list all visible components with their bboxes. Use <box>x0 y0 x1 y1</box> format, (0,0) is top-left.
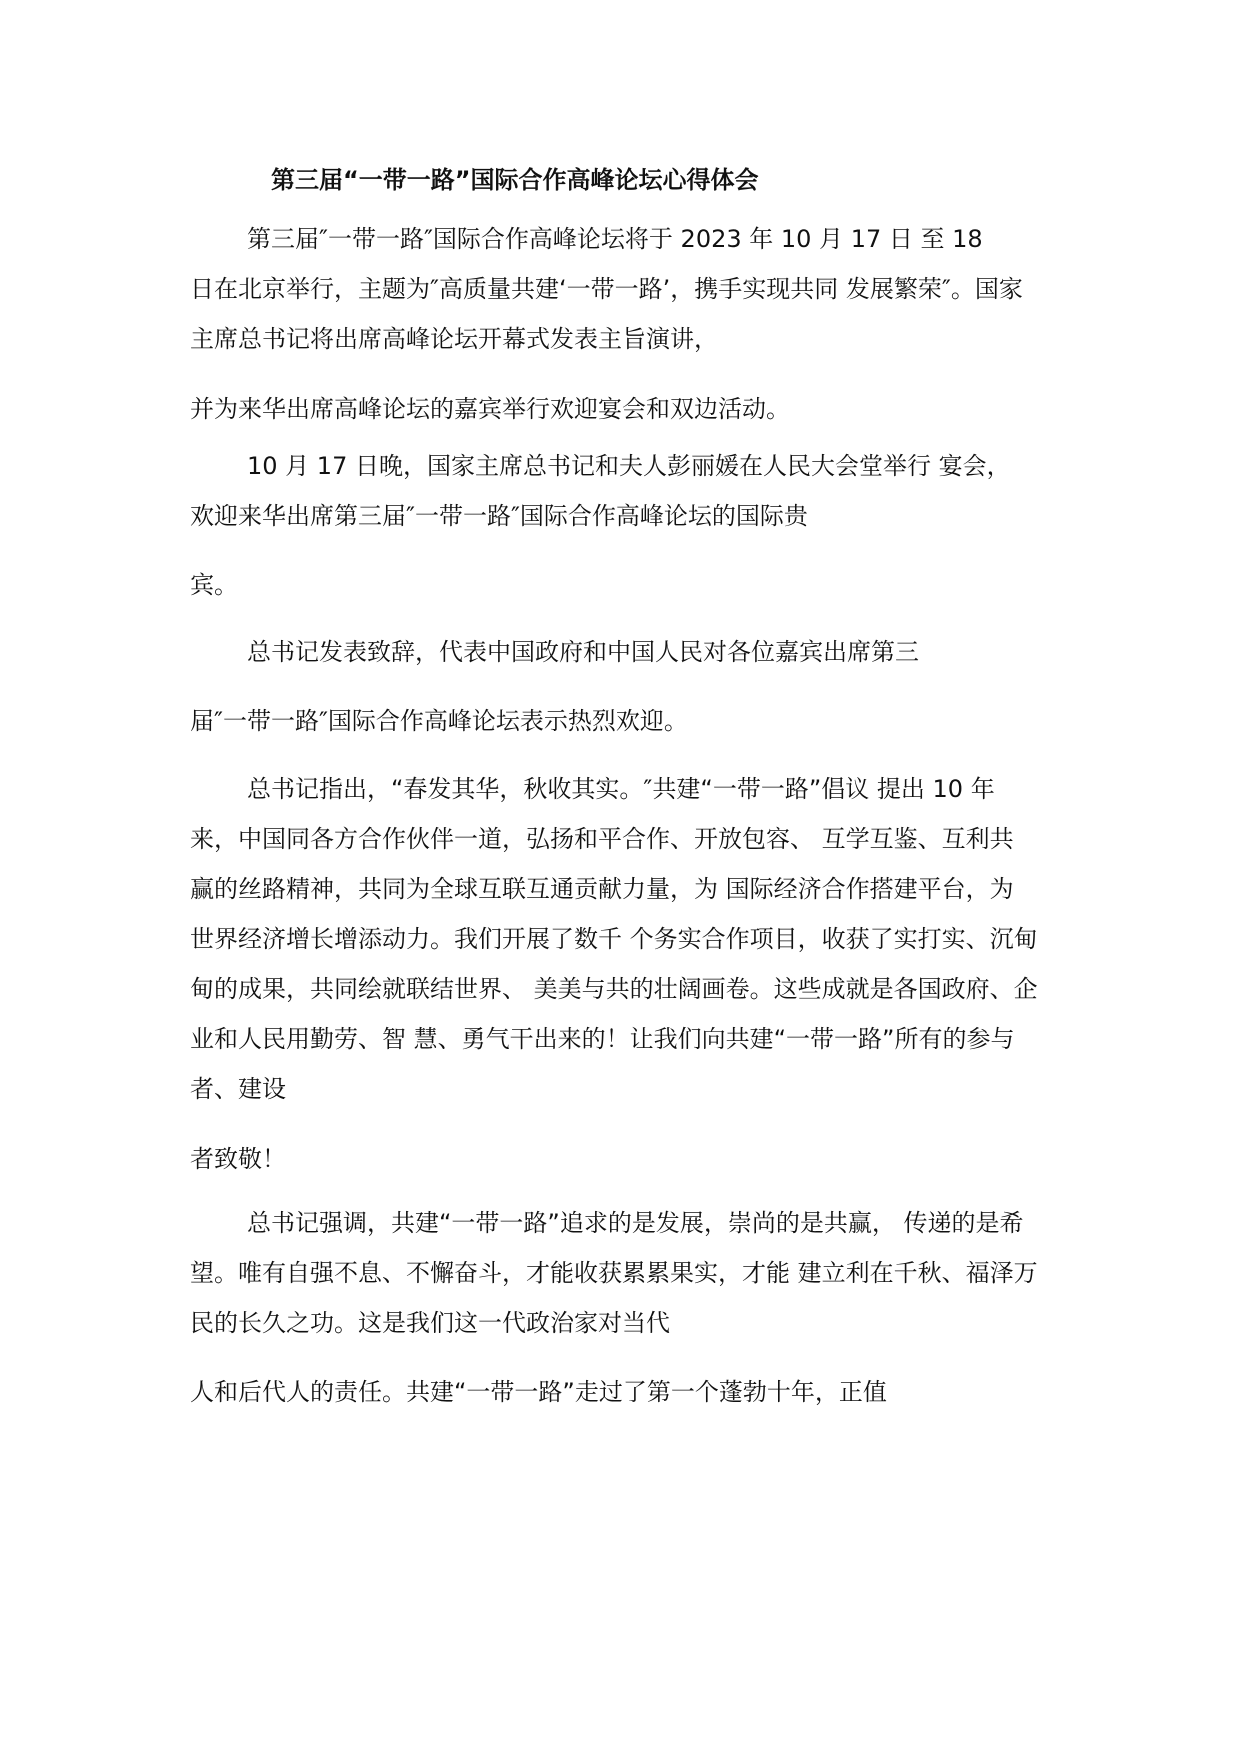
text-line: 者、建设 <box>190 1075 286 1103</box>
text-line: 世界经济增长增添动力。我们开展了数千 个务实合作项目，收获了实打实、沉甸 <box>190 925 1038 953</box>
text-line: 并为来华出席高峰论坛的嘉宾举行欢迎宴会和双边活动。 <box>190 395 790 423</box>
text-line: 赢的丝路精神，共同为全球互联互通贡献力量，为 国际经济合作搭建平台，为 <box>190 875 1014 903</box>
text-line: 民的长久之功。这是我们这一代政治家对当代 <box>190 1309 670 1337</box>
text-line: 主席总书记将出席高峰论坛开幕式发表主旨演讲， <box>190 325 718 353</box>
text-line: 业和人民用勤劳、智 慧、勇气干出来的！让我们向共建“一带一路”所有的参与 <box>190 1025 1015 1053</box>
text-line: 甸的成果，共同绘就联结世界、 美美与共的壮阔画卷。这些成就是各国政府、企 <box>190 975 1038 1003</box>
document-title: 第三届“一带一路”国际合作高峰论坛心得体会 <box>271 166 759 194</box>
text-line: 者致敬！ <box>190 1145 286 1173</box>
text-line: 总书记强调，共建“一带一路”追求的是发展，崇尚的是共赢， 传递的是希 <box>247 1209 1024 1237</box>
text-line: 人和后代人的责任。共建“一带一路”走过了第一个蓬勃十年，正值 <box>190 1378 887 1406</box>
text-line: 总书记发表致辞，代表中国政府和中国人民对各位嘉宾出席第三 <box>247 638 919 666</box>
text-line: 第三届″一带一路″国际合作高峰论坛将于 2023 年 10 月 17 日 至 18 <box>247 225 983 253</box>
text-line: 总书记指出，“春发其华，秋收其实。″共建“一带一路”倡议 提出 10 年 <box>247 775 995 803</box>
text-line: 欢迎来华出席第三届″一带一路″国际合作高峰论坛的国际贵 <box>190 502 808 530</box>
text-line: 届″一带一路″国际合作高峰论坛表示热烈欢迎。 <box>190 707 688 735</box>
text-line: 望。唯有自强不息、不懈奋斗，才能收获累累果实，才能 建立利在千秋、福泽万 <box>190 1259 1038 1287</box>
text-line: 日在北京举行，主题为″高质量共建‘一带一路’，携手实现共同 发展繁荣″。国家 <box>190 275 1023 303</box>
text-line: 宾。 <box>190 571 238 599</box>
text-line: 10 月 17 日晚，国家主席总书记和夫人彭丽媛在人民大会堂举行 宴会， <box>247 452 1011 480</box>
text-line: 来，中国同各方合作伙伴一道，弘扬和平合作、开放包容、 互学互鉴、互利共 <box>190 825 1014 853</box>
